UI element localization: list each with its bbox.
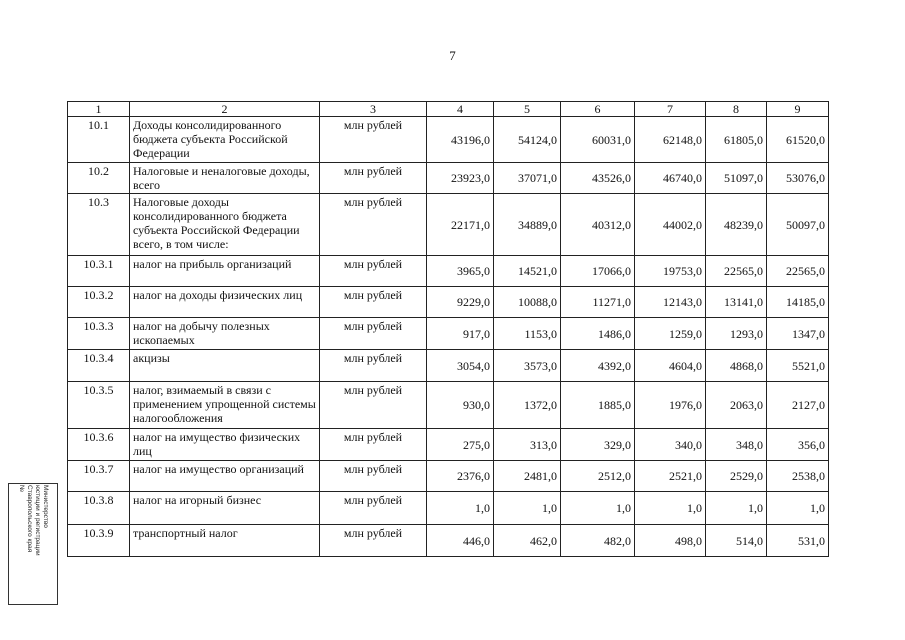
unit-cell: млн рублей bbox=[320, 194, 427, 256]
row-code-cell: 10.3.6 bbox=[68, 429, 130, 461]
value-cell: 10088,0 bbox=[494, 287, 561, 318]
column-number-header: 4 bbox=[427, 102, 494, 117]
value-cell: 1486,0 bbox=[561, 318, 635, 350]
unit-cell: млн рублей bbox=[320, 382, 427, 429]
value-cell: 43196,0 bbox=[427, 117, 494, 163]
value-cell: 61805,0 bbox=[706, 117, 767, 163]
value-cell: 329,0 bbox=[561, 429, 635, 461]
value-cell: 1,0 bbox=[494, 492, 561, 525]
value-cell: 22565,0 bbox=[767, 256, 829, 287]
value-cell: 61520,0 bbox=[767, 117, 829, 163]
value-cell: 2127,0 bbox=[767, 382, 829, 429]
row-code-cell: 10.3.3 bbox=[68, 318, 130, 350]
value-cell: 2376,0 bbox=[427, 461, 494, 492]
value-cell: 22171,0 bbox=[427, 194, 494, 256]
value-cell: 34889,0 bbox=[494, 194, 561, 256]
value-cell: 313,0 bbox=[494, 429, 561, 461]
table-row bbox=[68, 525, 829, 557]
value-cell: 498,0 bbox=[635, 525, 706, 557]
value-cell: 19753,0 bbox=[635, 256, 706, 287]
indicator-name-cell: акцизы bbox=[130, 350, 320, 382]
value-cell: 2512,0 bbox=[561, 461, 635, 492]
value-cell: 1,0 bbox=[427, 492, 494, 525]
value-cell: 1,0 bbox=[767, 492, 829, 525]
table-row bbox=[68, 382, 829, 429]
table-row bbox=[68, 318, 829, 350]
column-number-header: 8 bbox=[706, 102, 767, 117]
value-cell: 46740,0 bbox=[635, 163, 706, 194]
unit-cell: млн рублей bbox=[320, 429, 427, 461]
value-cell: 531,0 bbox=[767, 525, 829, 557]
value-cell: 37071,0 bbox=[494, 163, 561, 194]
table-body bbox=[68, 102, 829, 557]
value-cell: 14521,0 bbox=[494, 256, 561, 287]
value-cell: 43526,0 bbox=[561, 163, 635, 194]
value-cell: 1,0 bbox=[635, 492, 706, 525]
value-cell: 22565,0 bbox=[706, 256, 767, 287]
value-cell: 13141,0 bbox=[706, 287, 767, 318]
value-cell: 2538,0 bbox=[767, 461, 829, 492]
value-cell: 514,0 bbox=[706, 525, 767, 557]
value-cell: 1,0 bbox=[706, 492, 767, 525]
unit-cell: млн рублей bbox=[320, 117, 427, 163]
row-code-cell: 10.3.2 bbox=[68, 287, 130, 318]
indicator-name-cell: транспортный налог bbox=[130, 525, 320, 557]
column-number-header: 2 bbox=[130, 102, 320, 117]
column-number-header: 9 bbox=[767, 102, 829, 117]
value-cell: 1347,0 bbox=[767, 318, 829, 350]
column-number-header: 1 bbox=[68, 102, 130, 117]
indicator-name-cell: налог на доходы физических лиц bbox=[130, 287, 320, 318]
value-cell: 1259,0 bbox=[635, 318, 706, 350]
value-cell: 23923,0 bbox=[427, 163, 494, 194]
column-number-header: 5 bbox=[494, 102, 561, 117]
unit-cell: млн рублей bbox=[320, 256, 427, 287]
table-row bbox=[68, 117, 829, 163]
table-row bbox=[68, 461, 829, 492]
value-cell: 50097,0 bbox=[767, 194, 829, 256]
indicator-name-cell: налог на имущество физических лиц bbox=[130, 429, 320, 461]
value-cell: 1885,0 bbox=[561, 382, 635, 429]
column-number-header: 3 bbox=[320, 102, 427, 117]
value-cell: 930,0 bbox=[427, 382, 494, 429]
value-cell: 17066,0 bbox=[561, 256, 635, 287]
indicator-name-cell: налог на прибыль организаций bbox=[130, 256, 320, 287]
row-code-cell: 10.3.8 bbox=[68, 492, 130, 525]
value-cell: 12143,0 bbox=[635, 287, 706, 318]
value-cell: 1153,0 bbox=[494, 318, 561, 350]
indicator-name-cell: налог на добычу полезных ископаемых bbox=[130, 318, 320, 350]
value-cell: 446,0 bbox=[427, 525, 494, 557]
column-number-header: 7 bbox=[635, 102, 706, 117]
value-cell: 3965,0 bbox=[427, 256, 494, 287]
value-cell: 1,0 bbox=[561, 492, 635, 525]
value-cell: 3054,0 bbox=[427, 350, 494, 382]
row-code-cell: 10.1 bbox=[68, 117, 130, 163]
value-cell: 462,0 bbox=[494, 525, 561, 557]
indicator-name-cell: налог, взимаемый в связи с применением упрощенной системы налогообложения bbox=[130, 382, 320, 429]
indicator-name-cell: налог на имущество организаций bbox=[130, 461, 320, 492]
value-cell: 348,0 bbox=[706, 429, 767, 461]
value-cell: 2529,0 bbox=[706, 461, 767, 492]
table-row bbox=[68, 350, 829, 382]
unit-cell: млн рублей bbox=[320, 350, 427, 382]
value-cell: 14185,0 bbox=[767, 287, 829, 318]
table-row bbox=[68, 492, 829, 525]
row-code-cell: 10.3.1 bbox=[68, 256, 130, 287]
column-number-header: 6 bbox=[561, 102, 635, 117]
value-cell: 54124,0 bbox=[494, 117, 561, 163]
value-cell: 48239,0 bbox=[706, 194, 767, 256]
row-code-cell: 10.2 bbox=[68, 163, 130, 194]
page-number: 7 bbox=[449, 48, 456, 63]
value-cell: 2481,0 bbox=[494, 461, 561, 492]
value-cell: 40312,0 bbox=[561, 194, 635, 256]
unit-cell: млн рублей bbox=[320, 461, 427, 492]
unit-cell: млн рублей bbox=[320, 525, 427, 557]
value-cell: 2063,0 bbox=[706, 382, 767, 429]
value-cell: 53076,0 bbox=[767, 163, 829, 194]
value-cell: 340,0 bbox=[635, 429, 706, 461]
indicator-name-cell: налог на игорный бизнес bbox=[130, 492, 320, 525]
value-cell: 4868,0 bbox=[706, 350, 767, 382]
indicator-name-cell: Доходы консолидированного бюджета субъекта Российской Федерации bbox=[130, 117, 320, 163]
row-code-cell: 10.3.4 bbox=[68, 350, 130, 382]
unit-cell: млн рублей bbox=[320, 492, 427, 525]
row-code-cell: 10.3.7 bbox=[68, 461, 130, 492]
value-cell: 482,0 bbox=[561, 525, 635, 557]
value-cell: 917,0 bbox=[427, 318, 494, 350]
unit-cell: млн рублей bbox=[320, 318, 427, 350]
budget-indicators-table bbox=[67, 101, 829, 557]
value-cell: 11271,0 bbox=[561, 287, 635, 318]
stamp-line: № bbox=[18, 485, 25, 492]
value-cell: 62148,0 bbox=[635, 117, 706, 163]
value-cell: 5521,0 bbox=[767, 350, 829, 382]
table-row bbox=[68, 256, 829, 287]
value-cell: 4392,0 bbox=[561, 350, 635, 382]
stamp-line: Ставропольского края bbox=[26, 485, 33, 553]
value-cell: 60031,0 bbox=[561, 117, 635, 163]
table-row bbox=[68, 429, 829, 461]
value-cell: 3573,0 bbox=[494, 350, 561, 382]
table-row bbox=[68, 287, 829, 318]
unit-cell: млн рублей bbox=[320, 287, 427, 318]
value-cell: 356,0 bbox=[767, 429, 829, 461]
row-code-cell: 10.3.5 bbox=[68, 382, 130, 429]
stamp-line: юстиции и регистрации bbox=[34, 485, 41, 556]
row-code-cell: 10.3.9 bbox=[68, 525, 130, 557]
registration-stamp bbox=[8, 483, 58, 605]
row-code-cell: 10.3 bbox=[68, 194, 130, 256]
value-cell: 44002,0 bbox=[635, 194, 706, 256]
value-cell: 9229,0 bbox=[427, 287, 494, 318]
value-cell: 1293,0 bbox=[706, 318, 767, 350]
value-cell: 51097,0 bbox=[706, 163, 767, 194]
registration-stamp-text bbox=[17, 485, 49, 603]
indicator-name-cell: Налоговые и неналоговые доходы, всего bbox=[130, 163, 320, 194]
value-cell: 2521,0 bbox=[635, 461, 706, 492]
unit-cell: млн рублей bbox=[320, 163, 427, 194]
table-row bbox=[68, 194, 829, 256]
indicator-name-cell: Налоговые доходы консолидированного бюджета субъекта Российской Федерации всего, в том числе: bbox=[130, 194, 320, 256]
stamp-line: Министерство bbox=[42, 485, 49, 528]
value-cell: 275,0 bbox=[427, 429, 494, 461]
table-header-row bbox=[68, 102, 829, 117]
value-cell: 1372,0 bbox=[494, 382, 561, 429]
value-cell: 4604,0 bbox=[635, 350, 706, 382]
table-row bbox=[68, 163, 829, 194]
value-cell: 1976,0 bbox=[635, 382, 706, 429]
